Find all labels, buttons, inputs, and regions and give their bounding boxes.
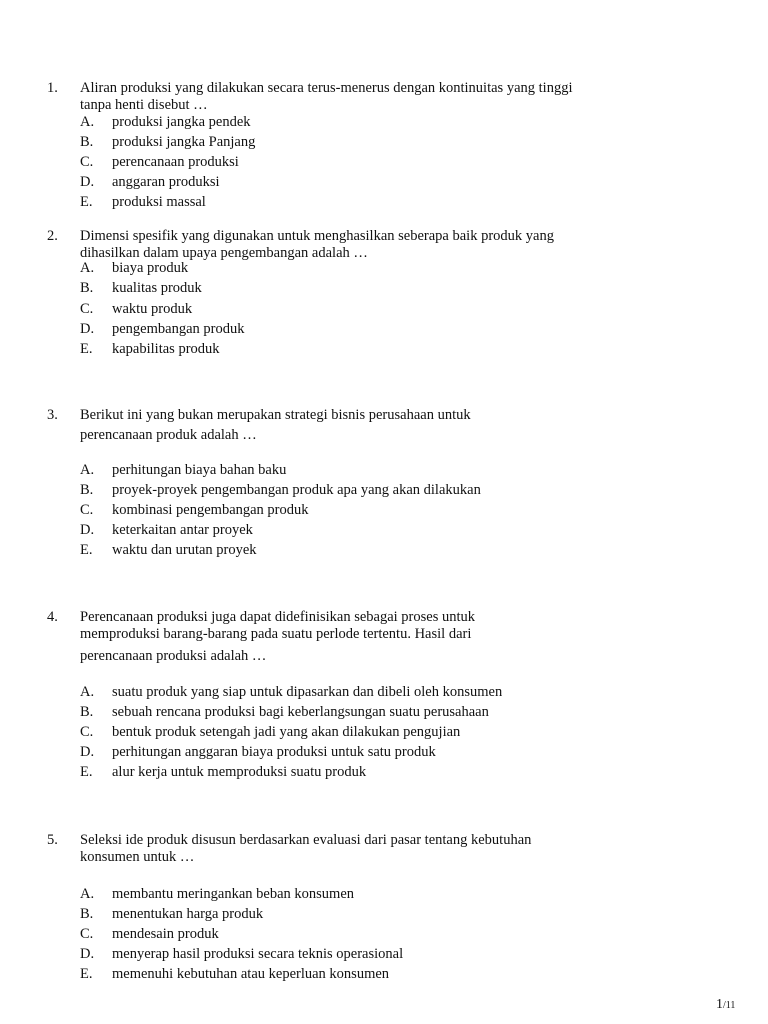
option-text: mendesain produk — [112, 926, 219, 942]
question-number: 5. — [47, 832, 58, 848]
option-letter: B. — [80, 134, 94, 150]
option-d — [0, 522, 700, 542]
option-c — [0, 926, 700, 946]
option-letter: A. — [80, 886, 95, 902]
question-stem — [80, 832, 640, 866]
option-a — [0, 114, 700, 134]
stem-line: dihasilkan dalam upaya pengembangan adalah … — [80, 245, 368, 261]
option-a — [0, 886, 700, 906]
option-text: kombinasi pengembangan produk — [112, 502, 309, 518]
option-text: waktu produk — [112, 301, 193, 317]
option-text: membantu meringankan beban konsumen — [112, 886, 355, 902]
option-letter: B. — [80, 906, 94, 922]
option-text: menentukan harga produk — [112, 906, 264, 922]
option-letter: A. — [80, 114, 95, 130]
option-letter: A. — [80, 260, 95, 276]
option-text: sebuah rencana produksi bagi keberlangsungan suatu perusahaan — [112, 704, 489, 720]
option-letter: E. — [80, 764, 93, 780]
question-number: 4. — [47, 609, 58, 625]
option-letter: C. — [80, 154, 94, 170]
option-a — [0, 462, 700, 482]
option-b — [0, 134, 700, 154]
option-letter: D. — [80, 522, 95, 538]
option-text: anggaran produksi — [112, 174, 220, 190]
option-text: waktu dan urutan proyek — [112, 542, 257, 558]
option-text: biaya produk — [112, 260, 189, 276]
option-text: produksi jangka Panjang — [112, 134, 256, 150]
option-c — [0, 724, 700, 744]
stem-line: perencanaan produk adalah … — [80, 427, 257, 443]
question-stem — [80, 609, 640, 665]
stem-line: Berikut ini yang bukan merupakan strategi bisnis perusahaan untuk — [80, 407, 471, 423]
option-a — [0, 684, 700, 704]
option-d — [0, 321, 700, 341]
option-b — [0, 906, 700, 926]
option-text: perhitungan anggaran biaya produksi untuk satu produk — [112, 744, 436, 760]
option-d — [0, 744, 700, 764]
stem-line: Aliran produksi yang dilakukan secara terus-menerus dengan kontinuitas yang tinggi — [80, 80, 573, 96]
option-text: suatu produk yang siap untuk dipasarkan dan dibeli oleh konsumen — [112, 684, 503, 700]
option-letter: C. — [80, 926, 94, 942]
option-b — [0, 704, 700, 724]
option-e — [0, 194, 700, 214]
question-number: 3. — [47, 407, 58, 423]
stem-line: tanpa henti disebut … — [80, 97, 208, 113]
stem-line: konsumen untuk … — [80, 849, 195, 865]
question-stem — [80, 80, 640, 114]
option-b — [0, 482, 700, 502]
option-letter: D. — [80, 321, 95, 337]
option-text: kualitas produk — [112, 280, 202, 296]
stem-line: memproduksi barang-barang pada suatu perlode tertentu. Hasil dari — [80, 626, 472, 642]
option-letter: C. — [80, 301, 94, 317]
option-letter: E. — [80, 966, 93, 982]
option-letter: B. — [80, 482, 94, 498]
option-text: keterkaitan antar proyek — [112, 522, 253, 538]
option-letter: B. — [80, 280, 94, 296]
option-letter: E. — [80, 341, 93, 357]
option-text: pengembangan produk — [112, 321, 245, 337]
option-text: bentuk produk setengah jadi yang akan dilakukan pengujian — [112, 724, 461, 740]
option-text: alur kerja untuk memproduksi suatu produk — [112, 764, 367, 780]
option-e — [0, 966, 700, 986]
stem-line: Dimensi spesifik yang digunakan untuk menghasilkan seberapa baik produk yang — [80, 228, 554, 244]
option-text: proyek-proyek pengembangan produk apa yang akan dilakukan — [112, 482, 481, 498]
option-letter: C. — [80, 502, 94, 518]
stem-line: Perencanaan produksi juga dapat didefinisikan sebagai proses untuk — [80, 609, 476, 625]
option-letter: D. — [80, 174, 95, 190]
page-current: 1 — [716, 997, 723, 1012]
stem-line: perencanaan produksi adalah … — [80, 648, 267, 664]
option-e — [0, 341, 700, 361]
question-stem — [80, 228, 640, 262]
option-letter: D. — [80, 946, 95, 962]
question-number: 2. — [47, 228, 58, 244]
option-letter: E. — [80, 194, 93, 210]
option-b — [0, 280, 700, 300]
option-text: perencanaan produksi — [112, 154, 239, 170]
question-stem — [80, 407, 640, 444]
option-letter: B. — [80, 704, 94, 720]
option-c — [0, 502, 700, 522]
option-d — [0, 946, 700, 966]
option-a — [0, 260, 700, 280]
page-total: /11 — [723, 1000, 736, 1011]
question-number: 1. — [47, 80, 58, 96]
option-text: menyerap hasil produksi secara teknis operasional — [112, 946, 404, 962]
option-e — [0, 764, 700, 784]
option-text: perhitungan biaya bahan baku — [112, 462, 287, 478]
option-letter: D. — [80, 744, 95, 760]
option-letter: E. — [80, 542, 93, 558]
stem-line: Seleksi ide produk disusun berdasarkan evaluasi dari pasar tentang kebutuhan — [80, 832, 532, 848]
option-text: produksi jangka pendek — [112, 114, 251, 130]
option-letter: A. — [80, 684, 95, 700]
option-text: kapabilitas produk — [112, 341, 220, 357]
option-letter: A. — [80, 462, 95, 478]
option-c — [0, 154, 700, 174]
option-d — [0, 174, 700, 194]
option-text: memenuhi kebutuhan atau keperluan konsumen — [112, 966, 390, 982]
option-letter: C. — [80, 724, 94, 740]
option-c — [0, 301, 700, 321]
option-e — [0, 542, 700, 562]
page-number — [716, 996, 735, 1014]
option-text: produksi massal — [112, 194, 206, 210]
